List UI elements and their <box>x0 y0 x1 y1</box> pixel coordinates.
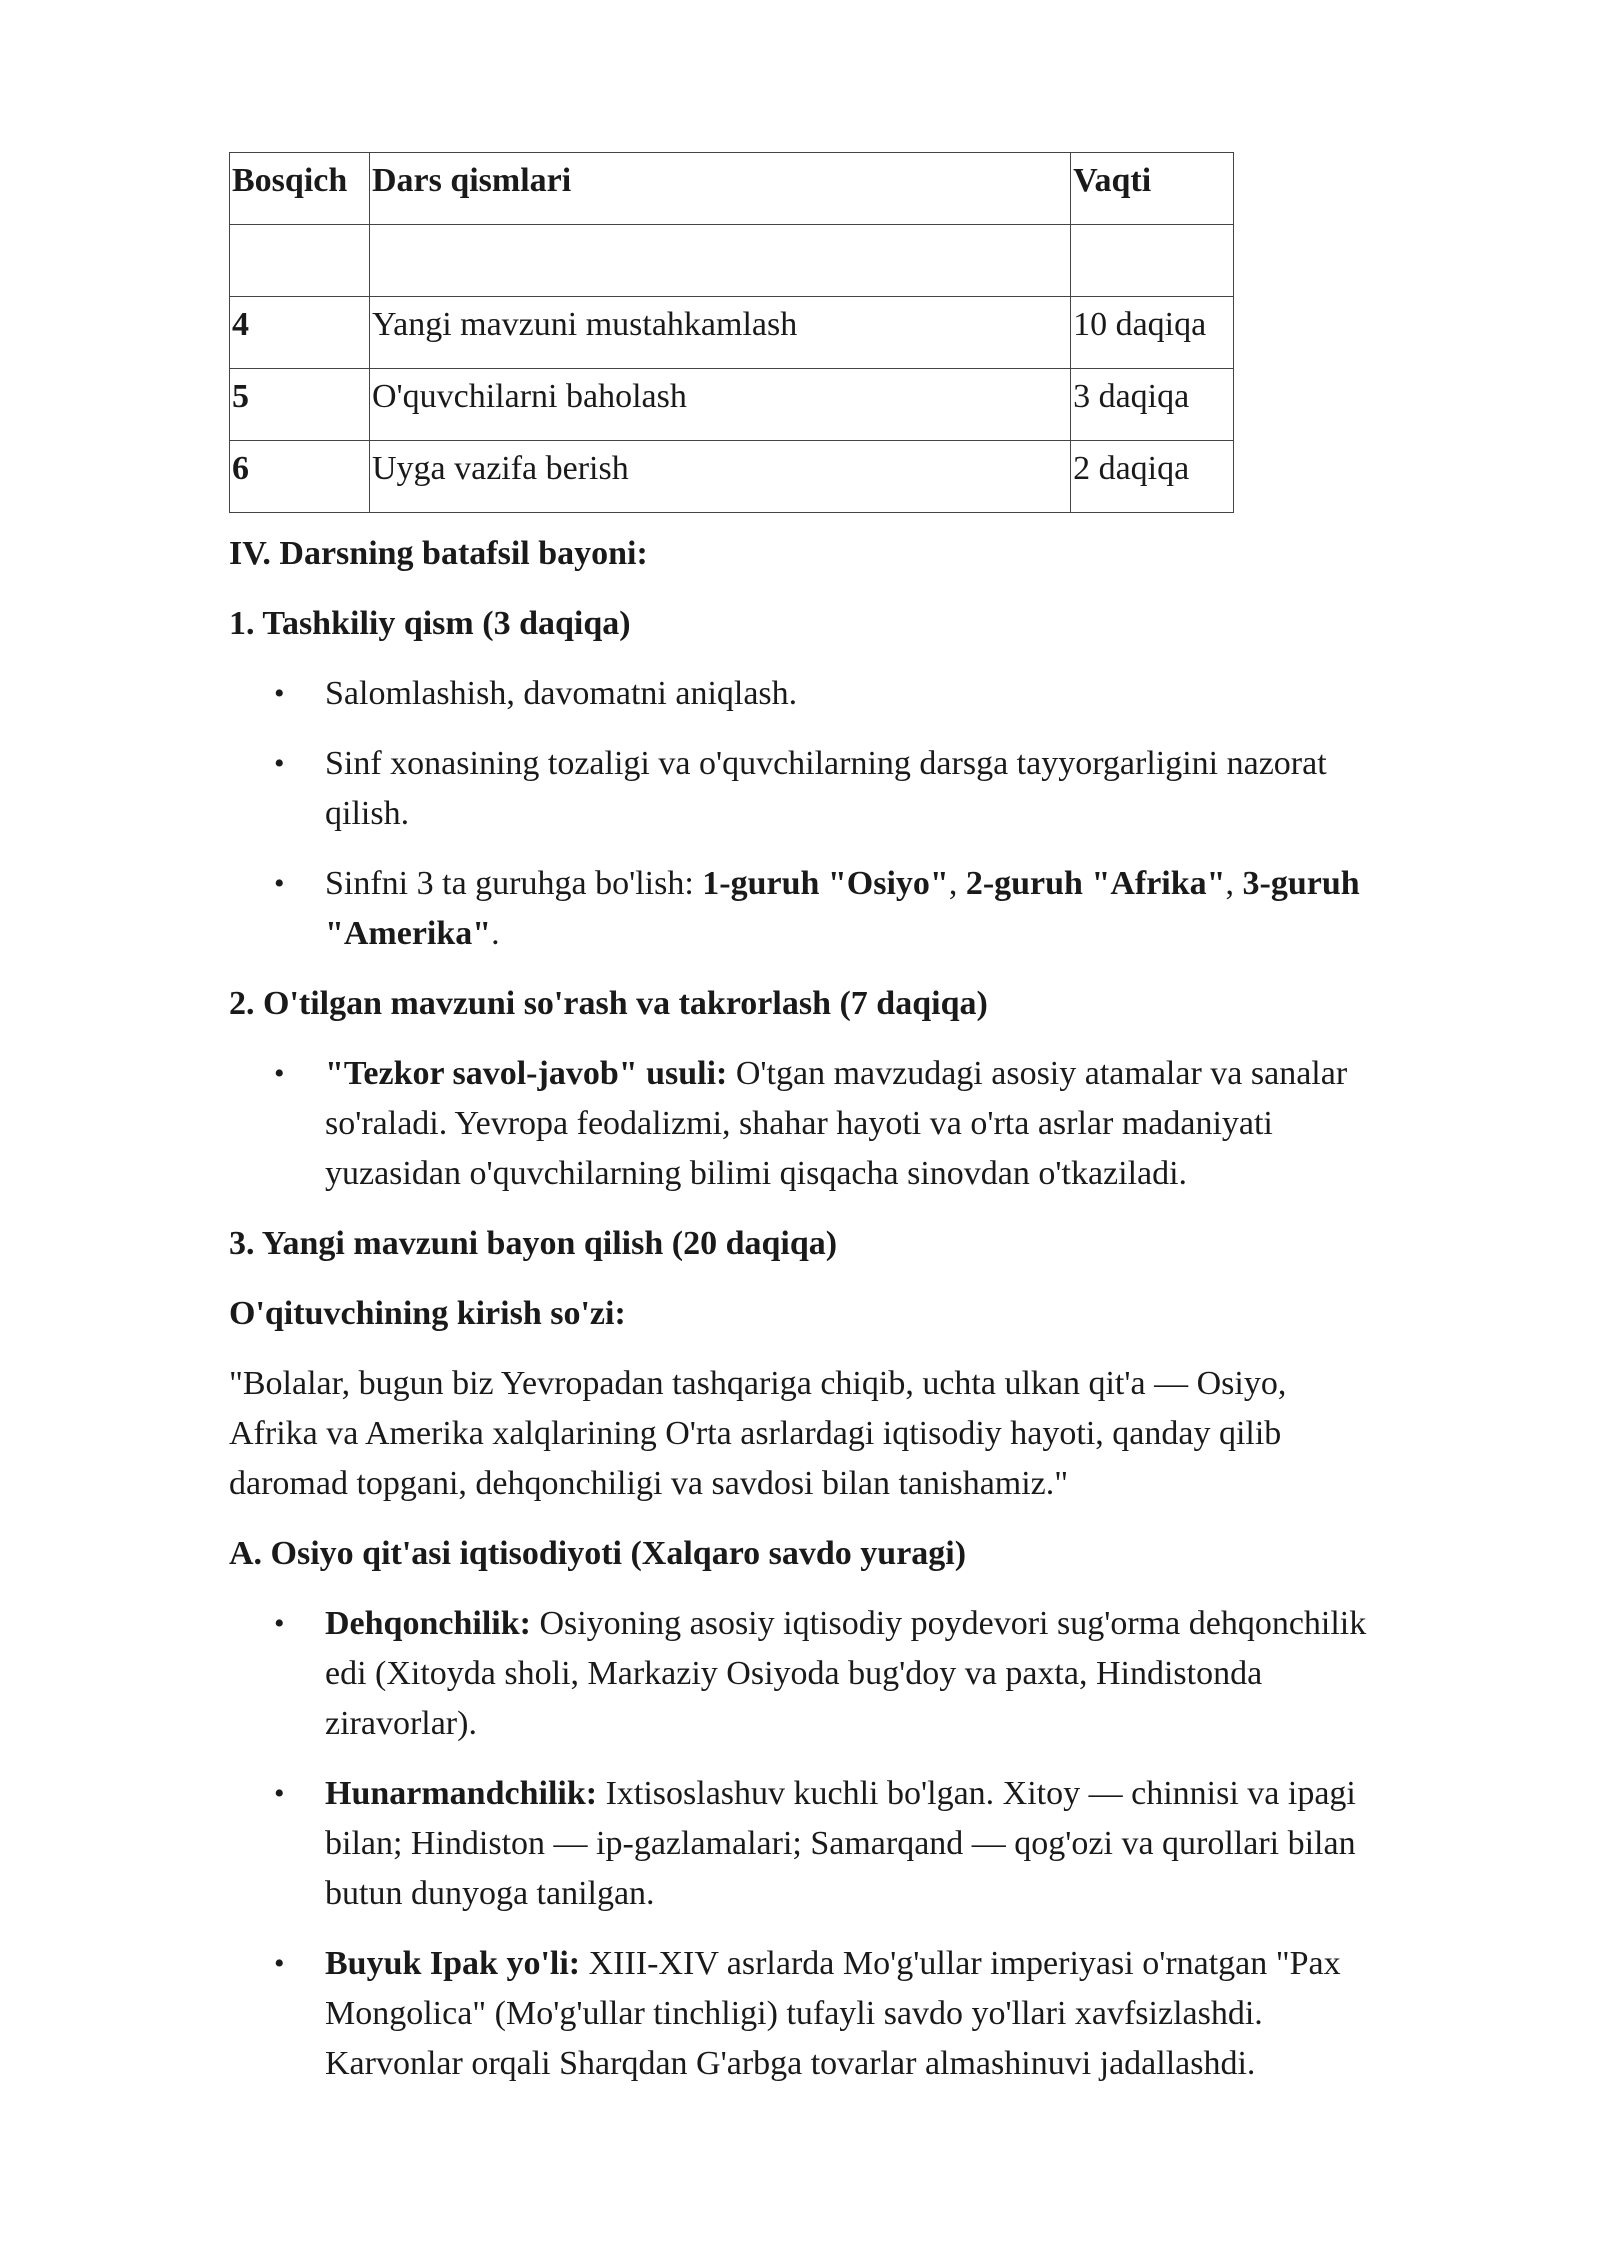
table-cell <box>230 225 370 297</box>
separator: . <box>491 915 500 952</box>
bullet-icon: • <box>274 1607 285 1640</box>
list-item-text: Mongolica" (Mo'g'ullar tinchligi) tufayli savdo yo'llari xavfsizlashdi. <box>325 1995 1263 2032</box>
table-cell <box>369 225 1070 297</box>
method-label: "Tezkor savol-javob" usuli: <box>325 1055 728 1092</box>
section-title: IV. Darsning batafsil bayoni: <box>229 535 648 572</box>
table-cell: 3 daqiqa <box>1071 369 1234 441</box>
group-label: 2-guruh "Afrika" <box>965 865 1226 902</box>
list-item <box>229 669 1489 719</box>
list-item-text: yuzasidan o'quvchilarning bilimi qisqacha sinovdan o'tkaziladi. <box>325 1155 1188 1192</box>
separator: , <box>1225 865 1243 902</box>
section-2-list <box>229 1049 1489 1199</box>
bullet-icon: • <box>274 1777 285 1810</box>
separator: , <box>948 865 966 902</box>
list-item-text: Osiyoning asosiy iqtisodiy poydevori sug'orma dehqonchilik <box>530 1605 1367 1642</box>
table-row <box>230 369 1234 441</box>
table-header-cell: Vaqti <box>1071 153 1234 225</box>
list-item-text: butun dunyoga tanilgan. <box>325 1875 655 1912</box>
table-row <box>230 297 1234 369</box>
list-item <box>229 1939 1489 2089</box>
list-item-text: edi (Xitoyda sholi, Markaziy Osiyoda bug'doy va paxta, Hindistonda <box>325 1655 1263 1692</box>
section-1-heading: 1. Tashkiliy qism (3 daqiqa) <box>229 605 631 642</box>
list-item <box>229 739 1489 839</box>
list-item-text: ziravorlar). <box>325 1705 477 1742</box>
list-item-text: qilish. <box>325 795 410 832</box>
bullet-icon: • <box>274 1947 285 1980</box>
table-cell: 5 <box>230 369 370 441</box>
group-label: "Amerika" <box>325 915 492 952</box>
table-header-cell: Bosqich <box>230 153 370 225</box>
list-item <box>229 1769 1489 1919</box>
list-item <box>229 1599 1489 1749</box>
list-item-text: Karvonlar orqali Sharqdan G'arbga tovarlar almashinuvi jadallashdi. <box>325 2045 1256 2082</box>
table-cell: 4 <box>230 297 370 369</box>
table-cell <box>1071 225 1234 297</box>
table-cell: O'quvchilarni baholash <box>369 369 1070 441</box>
table-cell: Uyga vazifa berish <box>369 441 1070 513</box>
intro-paragraph <box>229 1359 1489 1509</box>
section-2-heading: 2. O'tilgan mavzuni so'rash va takrorlash (7 daqiqa) <box>229 985 988 1022</box>
bullet-icon: • <box>274 747 285 780</box>
term-label: Hunarmandchilik: <box>325 1775 598 1812</box>
list-item-text: Sinfni 3 ta guruhga bo'lish: <box>325 865 703 902</box>
table-cell: 6 <box>230 441 370 513</box>
table-cell: 10 daqiqa <box>1071 297 1234 369</box>
list-item-text: XIII-XIV asrlarda Mo'g'ullar imperiyasi o'rnatgan "Pax <box>580 1945 1341 1982</box>
list-item-text: Sinf xonasining tozaligi va o'quvchilarning darsga tayyorgarligini nazorat <box>325 745 1327 782</box>
paragraph-line: daromad topgani, dehqonchiligi va savdosi bilan tanishamiz." <box>229 1465 1069 1502</box>
list-item-text: O'tgan mavzudagi asosiy atamalar va sanalar <box>727 1055 1348 1092</box>
table-cell: Yangi mavzuni mustahkamlash <box>369 297 1070 369</box>
paragraph-line: "Bolalar, bugun biz Yevropadan tashqariga chiqib, uchta ulkan qit'a — Osiyo, <box>229 1365 1287 1402</box>
list-item-text: bilan; Hindiston — ip-gazlamalari; Samarqand — qog'ozi va qurollari bilan <box>325 1825 1356 1862</box>
list-item <box>229 1049 1489 1199</box>
group-label: 1-guruh "Osiyo" <box>702 865 949 902</box>
table-row <box>230 225 1234 297</box>
subsection-a-heading: A. Osiyo qit'asi iqtisodiyoti (Xalqaro savdo yuragi) <box>229 1535 967 1572</box>
term-label: Buyuk Ipak yo'li: <box>325 1945 581 1982</box>
group-label: 3-guruh <box>1242 865 1360 902</box>
list-item-text: so'raladi. Yevropa feodalizmi, shahar hayoti va o'rta asrlar madaniyati <box>325 1105 1273 1142</box>
section-3-heading: 3. Yangi mavzuni bayon qilish (20 daqiqa) <box>229 1225 838 1262</box>
table-header-cell: Dars qismlari <box>369 153 1070 225</box>
subsection-a-list <box>229 1599 1489 2089</box>
list-item <box>229 859 1489 959</box>
lesson-plan-table <box>229 152 1234 513</box>
list-item-text: Ixtisoslashuv kuchli bo'lgan. Xitoy — chinnisi va ipagi <box>597 1775 1356 1812</box>
table-header-row <box>230 153 1234 225</box>
bullet-icon: • <box>274 867 285 900</box>
term-label: Dehqonchilik: <box>325 1605 531 1642</box>
document-page <box>229 152 1489 2089</box>
paragraph-line: Afrika va Amerika xalqlarining O'rta asrlardagi iqtisodiy hayoti, qanday qilib <box>229 1415 1282 1452</box>
bullet-icon: • <box>274 677 285 710</box>
table-cell: 2 daqiqa <box>1071 441 1234 513</box>
list-item-text: Salomlashish, davomatni aniqlash. <box>325 675 798 712</box>
section-1-list <box>229 669 1489 959</box>
intro-heading: O'qituvchining kirish so'zi: <box>229 1295 626 1332</box>
bullet-icon: • <box>274 1057 285 1090</box>
table-row <box>230 441 1234 513</box>
